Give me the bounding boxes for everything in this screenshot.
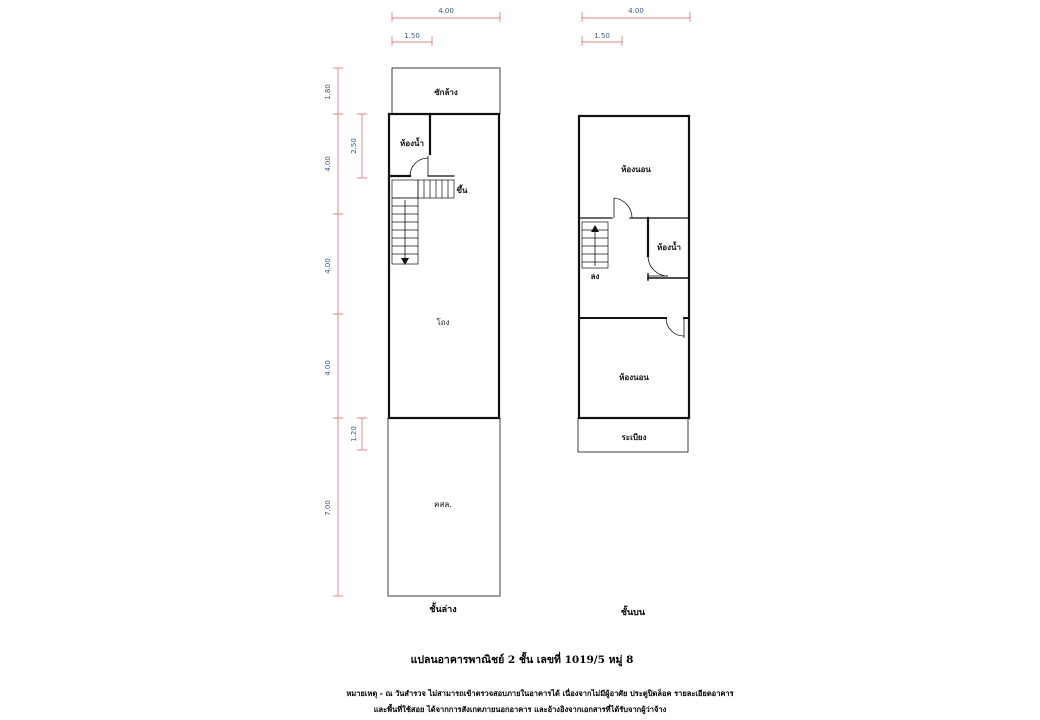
dim-depth-parking: 7.00 xyxy=(324,500,332,516)
drawing-title: แปลนอาคารพาณิชย์ 2 ชั้น เลขที่ 1019/5 หมู่ 8 xyxy=(410,654,634,666)
upper-bedroom-1-door xyxy=(614,198,632,218)
ground-stair-up-label: ขึ้น xyxy=(456,186,468,195)
ground-laundry-label: ซักล้าง xyxy=(434,88,458,97)
dim-width-total-left: 4.00 xyxy=(438,7,454,15)
ground-staircase xyxy=(392,180,454,264)
dim-width-part-left: 1.50 xyxy=(404,32,420,40)
note-line-1: หมายเหตุ - ณ วันสำรวจ ไม่สามารถเข้าตรวจสอบภายในอาคารได้ เนื่องจากไม่มีผู้อาศัย ประตูปิดล็อค รายละเอียดอาคาร xyxy=(346,689,734,698)
dim-depth-front: 1.80 xyxy=(324,84,332,100)
upper-bathroom-label: ห้องน้ำ xyxy=(657,243,681,252)
ground-parking-label: คสล. xyxy=(434,500,452,509)
note-line-2: และพื้นที่ใช้สอย ได้จากการสังเกตภายนอกอาคาร และอ้างอิงจากเอกสารที่ได้รับจากผู้ว่าจ้าง xyxy=(373,705,667,714)
upper-bedroom-2-label: ห้องนอน xyxy=(619,373,649,382)
dim-depth-3: 4.00 xyxy=(324,360,332,376)
ground-floor-caption: ชั้นล่าง xyxy=(429,605,457,615)
upper-stair-down-label: ลง xyxy=(590,272,600,281)
dim-depth-bath: 2.50 xyxy=(350,138,358,154)
dim-width-part-right: 1.50 xyxy=(594,32,610,40)
upper-bedroom-1-label: ห้องนอน xyxy=(621,165,651,174)
stair-arrow-up-icon xyxy=(591,225,599,232)
top-dimensions-right xyxy=(582,12,690,46)
upper-balcony-label: ระเบียง xyxy=(621,433,647,442)
upper-bathroom-door xyxy=(648,256,668,276)
upper-bedroom-2-door xyxy=(666,318,684,338)
ground-hall-label: โถง xyxy=(436,318,450,327)
upper-floor-caption: ชั้นบน xyxy=(620,608,646,618)
dim-depth-porch: 1.20 xyxy=(350,426,358,442)
top-dimensions-left xyxy=(392,12,500,46)
dim-depth-1: 4.00 xyxy=(324,156,332,172)
ground-bathroom-label: ห้องน้ำ xyxy=(400,139,424,148)
dim-depth-2: 4.00 xyxy=(324,258,332,274)
dim-width-total-right: 4.00 xyxy=(628,7,644,15)
ground-bathroom-door xyxy=(410,156,428,176)
